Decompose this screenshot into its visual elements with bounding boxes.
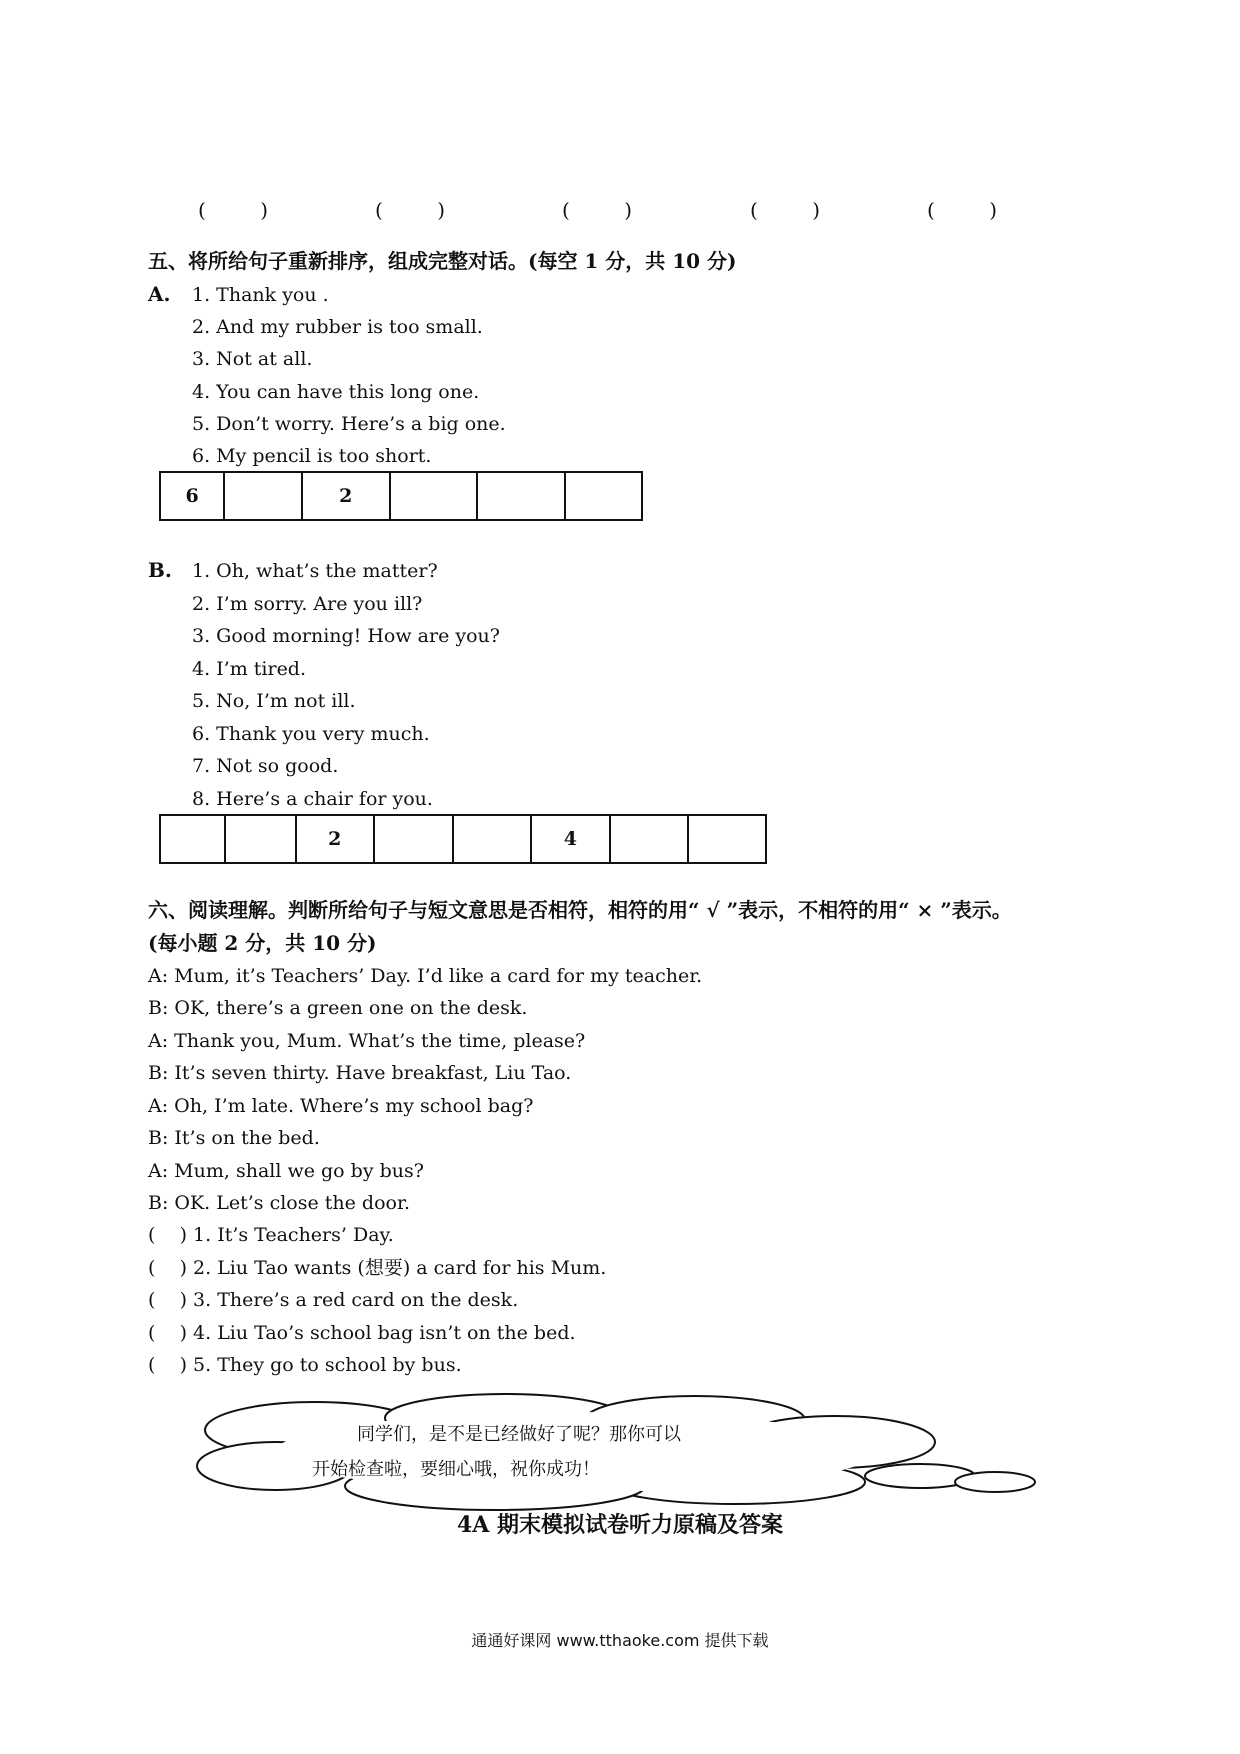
answer-cell[interactable]: 2 <box>302 472 390 520</box>
dialogue-line: B: OK, there’s a green one on the desk. <box>148 997 528 1019</box>
section6-heading-score: (每小题 2 分，共 10 分) <box>148 931 377 955</box>
dialogue-line: A: Thank you, Mum. What’s the time, please? <box>148 1030 586 1052</box>
answer-cell[interactable] <box>225 815 296 863</box>
judgement-question[interactable]: ( ) 3. There’s a red card on the desk. <box>148 1289 519 1311</box>
answer-cell[interactable] <box>477 472 564 520</box>
answer-cell[interactable]: 6 <box>160 472 224 520</box>
answer-paren-2[interactable]: ( ) <box>375 198 445 222</box>
section6-heading: 六、阅读理解。判断所给句子与短文意思是否相符，相符的用“ √ ”表示，不相符的用“ × ”表示。 <box>148 898 1012 922</box>
list-item: 5. Don’t worry. Here’s a big one. <box>192 413 506 435</box>
cloud-text-line1: 同学们，是不是已经做好了呢？那你可以 <box>357 1424 681 1445</box>
dialogue-line: B: It’s seven thirty. Have breakfast, Liu Tao. <box>148 1062 572 1084</box>
part-a-label: A. <box>148 282 171 306</box>
answer-cell[interactable]: 4 <box>531 815 610 863</box>
answer-paren-1[interactable]: ( ) <box>198 198 268 222</box>
list-item: 8. Here’s a chair for you. <box>192 788 433 810</box>
judgement-question[interactable]: ( ) 2. Liu Tao wants (想要) a card for his Mum. <box>148 1257 607 1279</box>
judgement-question[interactable]: ( ) 1. It’s Teachers’ Day. <box>148 1224 394 1246</box>
part-a-answer-grid <box>159 471 643 521</box>
answer-cell[interactable] <box>688 815 766 863</box>
list-item: 6. My pencil is too short. <box>192 445 432 467</box>
list-item: 2. And my rubber is too small. <box>192 316 483 338</box>
answer-cell[interactable] <box>390 472 477 520</box>
answer-cell[interactable] <box>610 815 688 863</box>
list-item: 3. Not at all. <box>192 348 313 370</box>
answer-paren-4[interactable]: ( ) <box>750 198 820 222</box>
answer-cell[interactable] <box>224 472 301 520</box>
list-item: 2. I’m sorry. Are you ill? <box>192 593 423 615</box>
list-item: 1. Oh, what’s the matter? <box>192 560 438 582</box>
list-item: 7. Not so good. <box>192 755 339 777</box>
answer-paren-5[interactable]: ( ) <box>927 198 997 222</box>
section5-heading: 五、将所给句子重新排序，组成完整对话。(每空 1 分，共 10 分) <box>148 249 737 273</box>
answer-section-title: 4A 期末模拟试卷听力原稿及答案 <box>456 1512 784 1538</box>
page-footer: 通通好课网 www.tthaoke.com 提供下载 <box>471 1631 769 1650</box>
list-item: 1. Thank you . <box>192 284 329 306</box>
answer-cell[interactable] <box>160 815 225 863</box>
dialogue-line: A: Mum, it’s Teachers’ Day. I’d like a card for my teacher. <box>148 965 703 987</box>
judgement-question[interactable]: ( ) 4. Liu Tao’s school bag isn’t on the bed. <box>148 1322 576 1344</box>
dialogue-line: B: It’s on the bed. <box>148 1127 320 1149</box>
answer-cell[interactable] <box>453 815 531 863</box>
part-b-answer-grid <box>159 814 767 864</box>
dialogue-line: B: OK. Let’s close the door. <box>148 1192 411 1214</box>
part-b-label: B. <box>148 558 172 582</box>
list-item: 6. Thank you very much. <box>192 723 430 745</box>
cloud-text-line2: 开始检查啦，要细心哦，祝你成功！ <box>312 1459 600 1480</box>
list-item: 4. You can have this long one. <box>192 381 480 403</box>
judgement-question[interactable]: ( ) 5. They go to school by bus. <box>148 1354 462 1376</box>
answer-cell[interactable] <box>565 472 642 520</box>
list-item: 4. I’m tired. <box>192 658 307 680</box>
list-item: 5. No, I’m not ill. <box>192 690 356 712</box>
dialogue-line: A: Mum, shall we go by bus? <box>148 1160 424 1182</box>
list-item: 3. Good morning! How are you? <box>192 625 500 647</box>
answer-cell[interactable]: 2 <box>296 815 374 863</box>
dialogue-line: A: Oh, I’m late. Where’s my school bag? <box>148 1095 534 1117</box>
answer-cell[interactable] <box>374 815 453 863</box>
answer-paren-3[interactable]: ( ) <box>562 198 632 222</box>
